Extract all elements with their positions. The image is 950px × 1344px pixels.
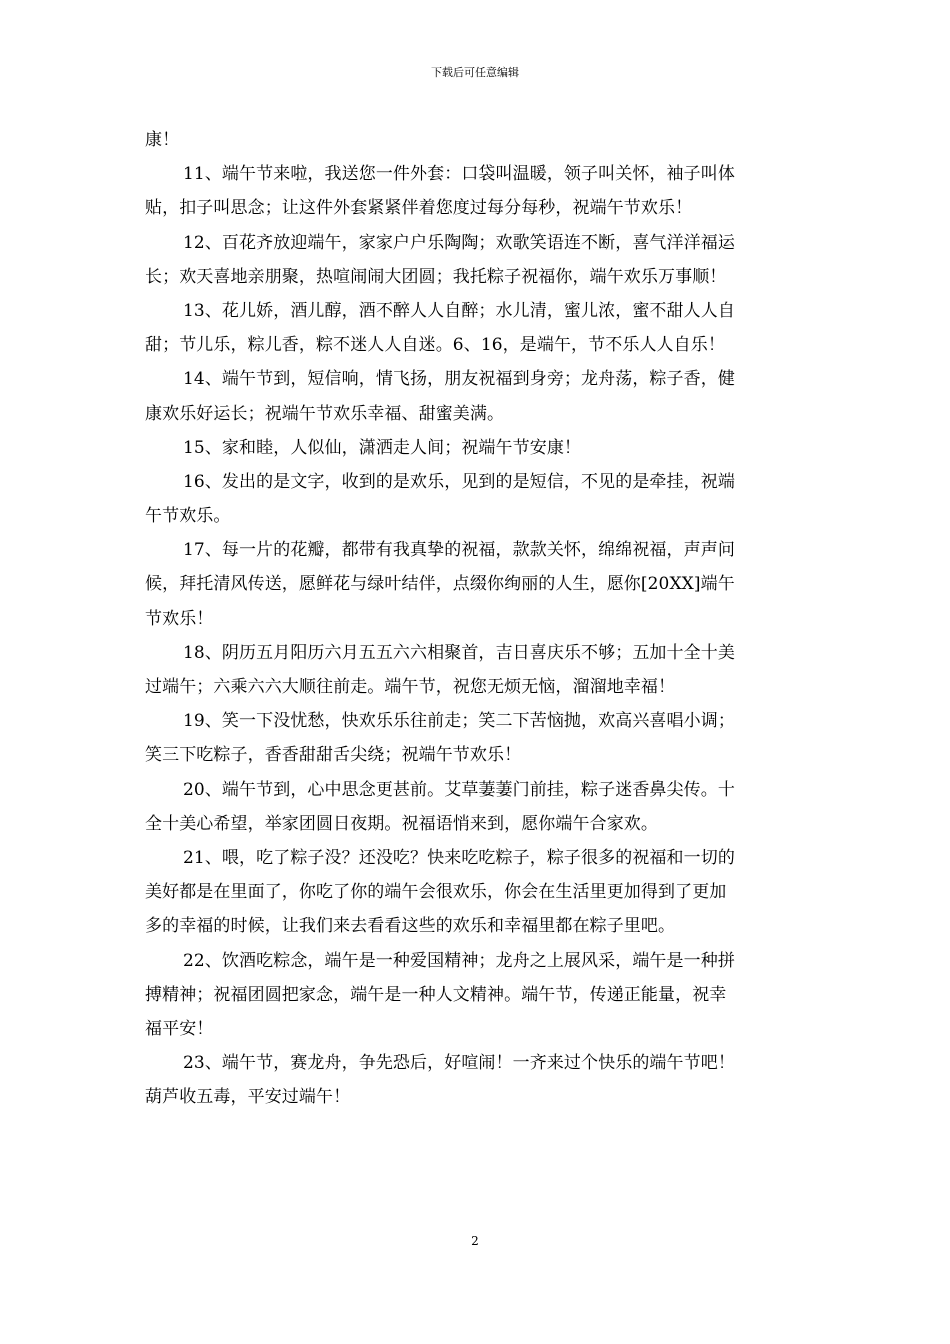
text-line: 21、喂，吃了粽子没？还没吃？快来吃吃粽子，粽子很多的祝福和一切的 (183, 847, 735, 868)
text-line: 过端午；六乘六六大顺往前走。端午节，祝您无烦无恼，溜溜地幸福！ (145, 677, 676, 697)
text-line: 20、端午节到，心中思念更甚前。艾草萋萋门前挂，粽子迷香鼻尖传。十 (183, 779, 735, 800)
text-line: 长；欢天喜地亲朋聚，热喧闹闹大团圆；我托粽子祝福你，端午欢乐万事顺！ (145, 266, 727, 287)
text-line: 美好都是在里面了，你吃了你的端午会很欢乐，你会在生活里更加得到了更加 (145, 882, 727, 903)
text-line: 康！ (145, 130, 180, 150)
text-line: 节欢乐！ (145, 608, 214, 629)
text-line: 17、每一片的花瓣，都带有我真挚的祝福，款款关怀，绵绵祝福，声声问 (183, 540, 735, 561)
text-line: 16、发出的是文字，收到的是欢乐，见到的是短信，不见的是牵挂，祝端 (183, 471, 735, 492)
text-line: 全十美心希望，举家团圆日夜期。祝福语悄来到，愿你端午合家欢。 (145, 813, 658, 834)
text-line: 23、端午节，赛龙舟，争先恐后，好喧闹！一齐来过个快乐的端午节吧！ (183, 1053, 735, 1074)
text-line: 康欢乐好运长；祝端午节欢乐幸福、甜蜜美满。 (145, 403, 505, 424)
text-line: 甜；节儿乐，粽儿香，粽不迷人人自迷。6、16，是端午，节不乐人人自乐！ (145, 335, 725, 356)
text-line: 多的幸福的时候，让我们来去看看这些的欢乐和幸福里都在粽子里吧。 (145, 916, 676, 937)
text-line: 搏精神；祝福团圆把家念，端午是一种人文精神。端午节，传递正能量，祝幸 (145, 984, 727, 1005)
text-line: 11、端午节来啦，我送您一件外套：口袋叫温暖，领子叫关怀，袖子叫体 (183, 164, 735, 185)
text-line: 贴，扣子叫思念；让这件外套紧紧伴着您度过每分每秒，祝端午节欢乐！ (145, 198, 693, 219)
page-number: 2 (471, 1234, 479, 1248)
text-line: 候，拜托清风传送，愿鲜花与绿叶结伴，点缀你绚丽的人生，愿你[20XX]端午 (145, 574, 735, 595)
document-body (145, 123, 810, 1114)
text-line: 18、阴历五月阳历六月五五六六相聚首，吉日喜庆乐不够；五加十全十美 (183, 642, 735, 663)
text-line: 13、花儿娇，酒儿醇，酒不醉人人自醉；水儿清，蜜儿浓，蜜不甜人人自 (183, 300, 735, 321)
text-line: 福平安！ (145, 1018, 214, 1039)
text-line: 笑三下吃粽子，香香甜甜舌尖绕；祝端午节欢乐！ (145, 745, 522, 766)
text-line: 22、饮酒吃粽念，端午是一种爱国精神；龙舟之上展风采，端午是一种拼 (183, 950, 735, 971)
text-line: 19、笑一下没忧愁，快欢乐乐往前走；笑二下苦恼抛，欢高兴喜唱小调； (183, 711, 735, 732)
text-line: 14、端午节到，短信响，情飞扬，朋友祝福到身旁；龙舟荡，粽子香，健 (183, 369, 735, 390)
text-line: 15、家和睦，人似仙，潇洒走人间；祝端午节安康！ (183, 437, 582, 458)
text-line: 午节欢乐。 (145, 506, 231, 527)
text-line: 12、百花齐放迎端午，家家户户乐陶陶；欢歌笑语连不断，喜气洋洋福运 (183, 232, 735, 253)
page-header: 下载后可任意编辑 (431, 66, 519, 79)
text-line: 葫芦收五毒，平安过端午！ (145, 1087, 351, 1108)
